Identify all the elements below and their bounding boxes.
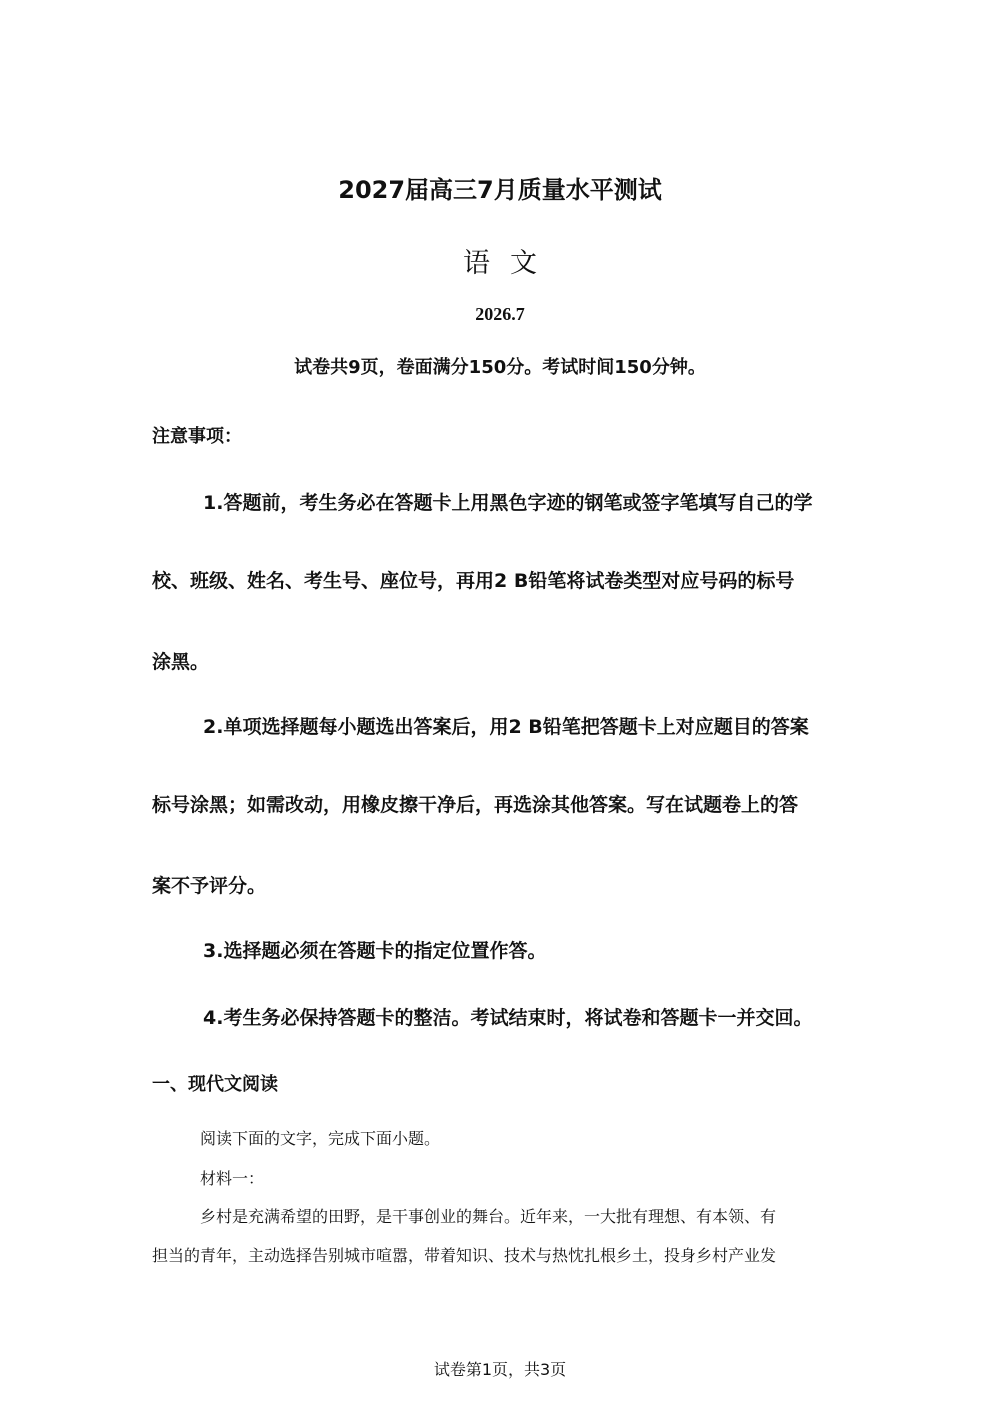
- section-heading: 一、现代文阅读: [152, 1074, 278, 1095]
- notice-item-1-line-2: 校、班级、姓名、考生号、座位号，再用2 B铅笔将试卷类型对应号码的标号: [152, 570, 795, 592]
- exam-date: 2026.7: [475, 304, 525, 324]
- notice-heading: 注意事项：: [152, 426, 242, 447]
- exam-title: 2027届高三7月质量水平测试: [338, 176, 662, 204]
- subject-title: 语文: [463, 248, 557, 279]
- notice-item-2-line-1: 2.单项选择题每小题选出答案后，用2 B铅笔把答题卡上对应题目的答案: [203, 716, 809, 738]
- exam-info: 试卷共9页，卷面满分150分。考试时间150分钟。: [294, 357, 706, 378]
- reading-instruction: 阅读下面的文字，完成下面小题。: [200, 1129, 441, 1148]
- notice-item-1-line-1: 1.答题前，考生务必在答题卡上用黑色字迹的钢笔或签字笔填写自己的学: [203, 492, 813, 514]
- notice-item-3: 3.选择题必须在答题卡的指定位置作答。: [203, 940, 547, 962]
- notice-item-2-line-2: 标号涂黑；如需改动，用橡皮擦干净后，再选涂其他答案。写在试题卷上的答: [152, 794, 799, 816]
- notice-item-4: 4.考生务必保持答题卡的整洁。考试结束时，将试卷和答题卡一并交回。: [203, 1007, 813, 1029]
- notice-item-2-line-3: 案不予评分。: [152, 875, 267, 897]
- paragraph-line-1: 乡村是充满希望的田野，是干事创业的舞台。近年来，一大批有理想、有本领、有: [200, 1207, 777, 1226]
- material-label: 材料一：: [200, 1169, 265, 1188]
- page-footer: 试卷第1页，共3页: [433, 1360, 567, 1379]
- notice-item-1-line-3: 涂黑。: [152, 651, 210, 673]
- paragraph-line-2: 担当的青年，主动选择告别城市喧嚣，带着知识、技术与热忱扎根乡土，投身乡村产业发: [152, 1246, 777, 1265]
